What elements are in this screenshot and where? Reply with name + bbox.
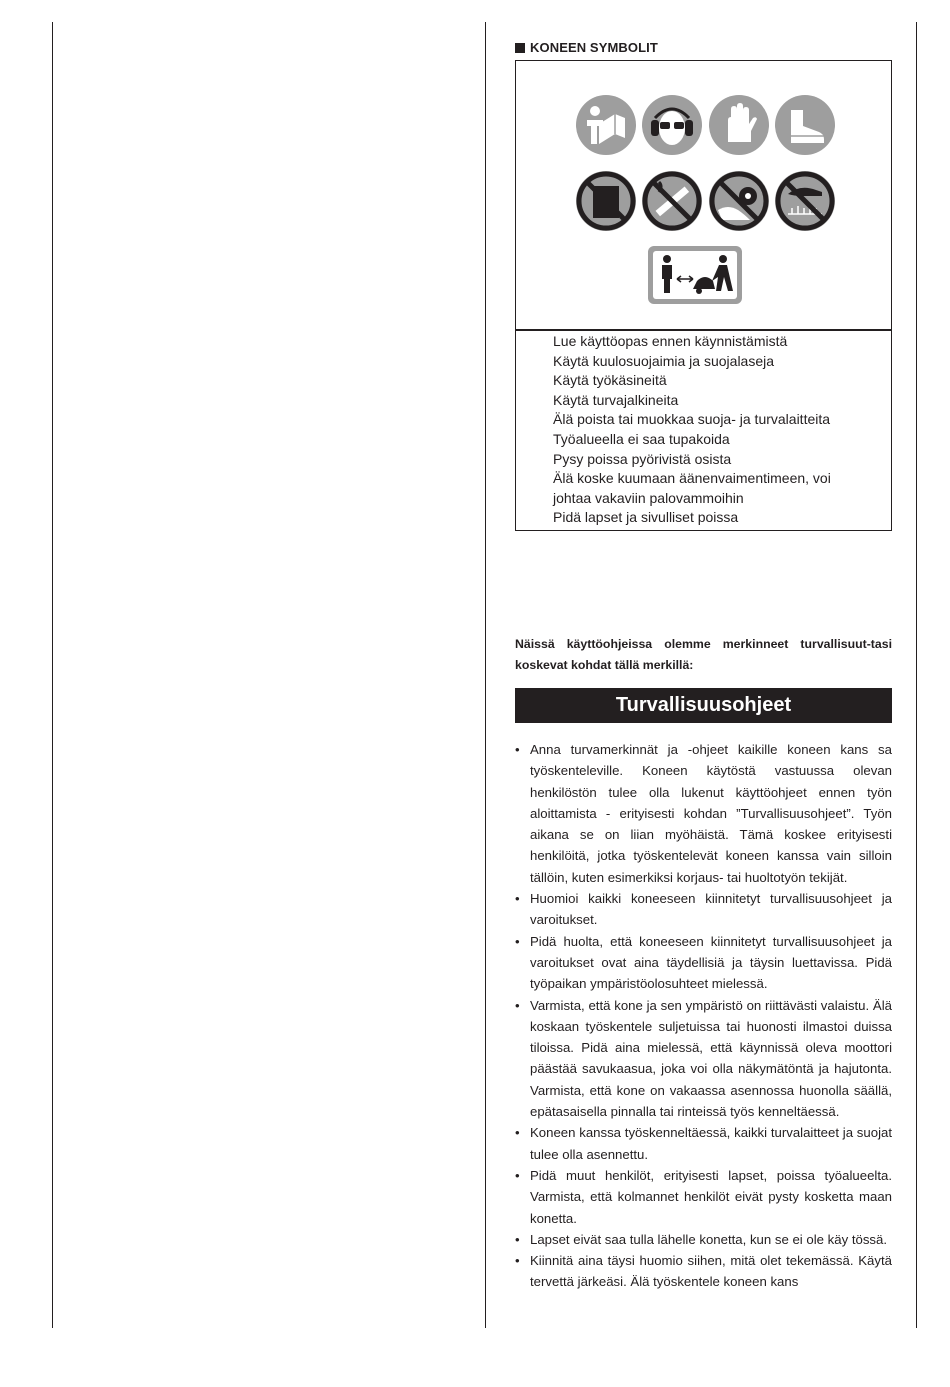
list-item: • Anna turvamerkinnät ja -ohjeet kaikille koneen kans sa työskenteleville. Koneen käytöstä vastuussa olevan henkilöstön tulee olla lukenut käyttöohjeet ennen työn aloittamista - erityisesti kohdan ”Turvallisuusohjeet”. Työn aikana se on liian myöhäistä. Tämä koskee erityisesti henkilöitä, jotka työskentelevät koneen kanssa vain silloin tällöin, kuten esimerkiksi korjaus- tai huoltotyön tekijät. (515, 739, 892, 888)
section-heading-text: KONEEN SYMBOLIT (530, 40, 658, 55)
list-item: • Pidä muut henkilöt, erityisesti lapset, poissa työalueelta. Varmista, että kolmannet henkilöt eivät pysty kosketta maan konetta. (515, 1165, 892, 1229)
no-smoking-icon (641, 170, 703, 232)
list-item: • Lapset eivät saa tulla lähelle konetta, kun se ei ole käy tössä. (515, 1229, 892, 1250)
heading-square-icon (515, 43, 525, 53)
symbol-text: johtaa vakaviin palovammoihin (553, 489, 744, 506)
symbol-text: Käytä kuulosuojaimia ja suojalaseja (553, 352, 775, 369)
list-item: • Varmista, että kone ja sen ympäristö on riittävästi valaistu. Älä koskaan työskentele suljetuissa tai huonosti ilmastoi duissa tiloissa. Pidä aina mielessä, että käynnissä oleva moottori päästää savukaasua, joka voi olla näkymätöntä ja hajutonta. Varmista, että kone on vakaassa asennossa huonolla säällä, epätasaisella pinnalla tai rinteissä työs kenneltäessä. (515, 995, 892, 1123)
symbol-text: Älä koske kuumaan äänenvaimentimeen, voi (553, 470, 831, 487)
read-manual-icon (575, 94, 637, 156)
left-column-rule (52, 22, 53, 1328)
list-item: • Pidä huolta, että koneeseen kiinnitetyt turvallisuusohjeet ja varoitukset ovat aina täydellisiä ja täysin luettavissa. Pidä työpaikan ympäristöolosuhteet mielessä. (515, 931, 892, 995)
list-item: • Kiinnitä aina täysi huomio siihen, mitä olet tekemässä. Käytä tervettä järkeäsi. Älä työskentele koneen kans (515, 1250, 892, 1293)
center-column-rule (485, 22, 486, 1328)
safety-instructions-banner: Turvallisuusohjeet (515, 688, 892, 723)
symbol-text: Pidä lapset ja sivulliset poissa (553, 509, 739, 526)
intro-paragraph: Näissä käyttöohjeissa olemme merkinneet turvallisuut-tasi koskevat kohdat tällä merkillä: (515, 637, 892, 672)
hot-surface-icon (774, 170, 836, 232)
symbol-text: Käytä turvajalkineita (553, 391, 679, 408)
ear-eye-protection-icon (641, 94, 703, 156)
safety-boots-icon (774, 94, 836, 156)
symbols-panel (515, 60, 892, 331)
symbol-text: Älä poista tai muokkaa suoja- ja turvalaitteita (553, 411, 831, 428)
list-item: • Huomioi kaikki koneeseen kiinnitetyt turvallisuusohjeet ja varoitukset. (515, 888, 892, 931)
safety-instructions-list (515, 739, 892, 1293)
keep-bystanders-away-icon (647, 245, 743, 305)
symbol-text: Pysy poissa pyörivistä osista (553, 450, 732, 467)
no-remove-guards-icon (575, 170, 637, 232)
section-heading (515, 40, 658, 55)
symbol-text: Lue käyttöopas ennen käynnistämistä (553, 333, 788, 349)
rotating-parts-icon (708, 170, 770, 232)
gloves-icon (708, 94, 770, 156)
list-item: • Koneen kanssa työskenneltäessä, kaikki turvalaitteet ja suojat tulee olla asennettu. (515, 1122, 892, 1165)
symbol-text: Käytä työkäsineitä (553, 372, 667, 389)
symbol-descriptions (515, 329, 892, 531)
right-column-rule (916, 22, 917, 1328)
symbol-text: Työalueella ei saa tupakoida (553, 430, 730, 447)
